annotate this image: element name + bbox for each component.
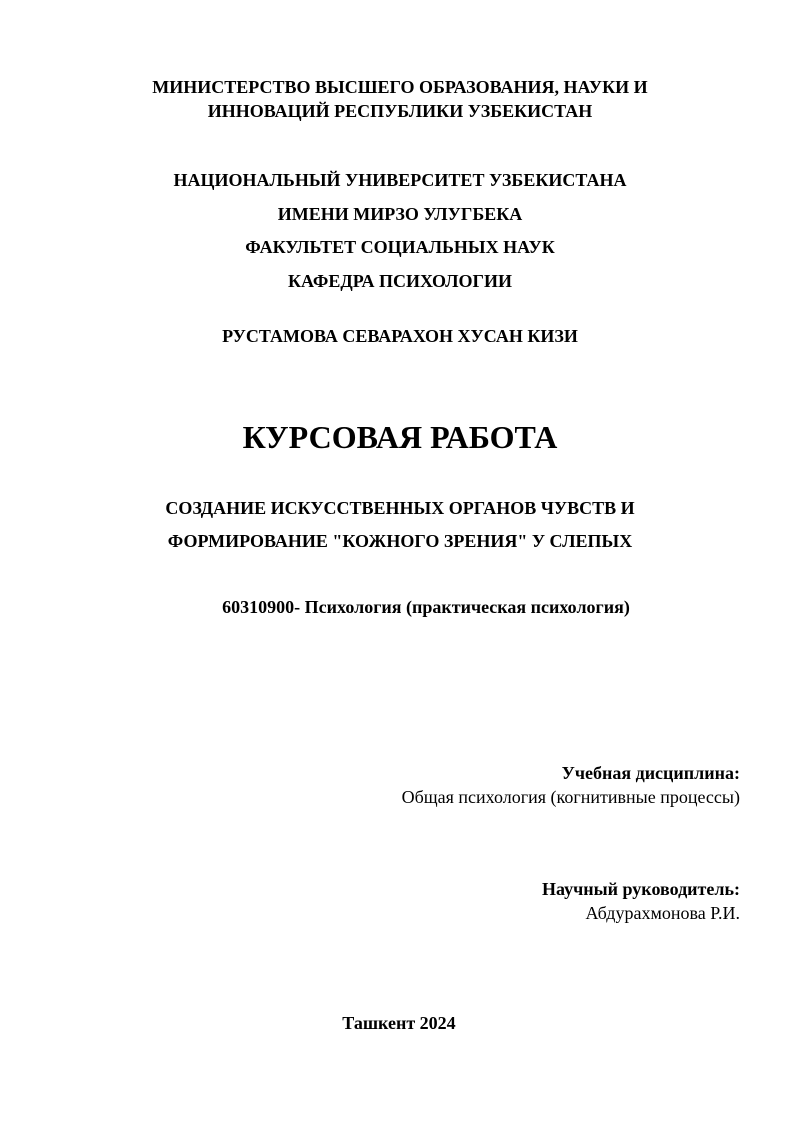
university-named-after: ИМЕНИ МИРЗО УЛУГБЕКА bbox=[277, 204, 523, 224]
faculty-name: ФАКУЛЬТЕТ СОЦИАЛЬНЫХ НАУК bbox=[245, 237, 555, 257]
ministry-line-2: ИННОВАЦИЙ РЕСПУБЛИКИ УЗБЕКИСТАН bbox=[207, 101, 593, 121]
topic-line-1: СОЗДАНИЕ ИСКУССТВЕННЫХ ОРГАНОВ ЧУВСТВ И bbox=[165, 498, 635, 518]
topic-line-2: ФОРМИРОВАНИЕ "КОЖНОГО ЗРЕНИЯ" У СЛЕПЫХ bbox=[167, 531, 633, 551]
supervisor-name: Абдурахмонова Р.И. bbox=[585, 903, 740, 923]
city-year: Ташкент 2024 bbox=[342, 1013, 456, 1033]
discipline-value: Общая психология (когнитивные процессы) bbox=[401, 787, 740, 807]
document-type-heading: КУРСОВАЯ РАБОТА bbox=[242, 419, 558, 455]
ministry-line-1: МИНИСТЕРСТВО ВЫСШЕГО ОБРАЗОВАНИЯ, НАУКИ И bbox=[152, 77, 648, 97]
department-name: КАФЕДРА ПСИХОЛОГИИ bbox=[287, 271, 512, 291]
supervisor-label: Научный руководитель: bbox=[542, 879, 740, 899]
university-name: НАЦИОНАЛЬНЫЙ УНИВЕРСИТЕТ УЗБЕКИСТАНА bbox=[173, 170, 627, 190]
author-name: РУСТАМОВА СЕВАРАХОН ХУСАН КИЗИ bbox=[222, 326, 578, 346]
discipline-label: Учебная дисциплина: bbox=[561, 763, 740, 783]
specialty-code: 60310900- Психология (практическая психология) bbox=[222, 597, 630, 617]
